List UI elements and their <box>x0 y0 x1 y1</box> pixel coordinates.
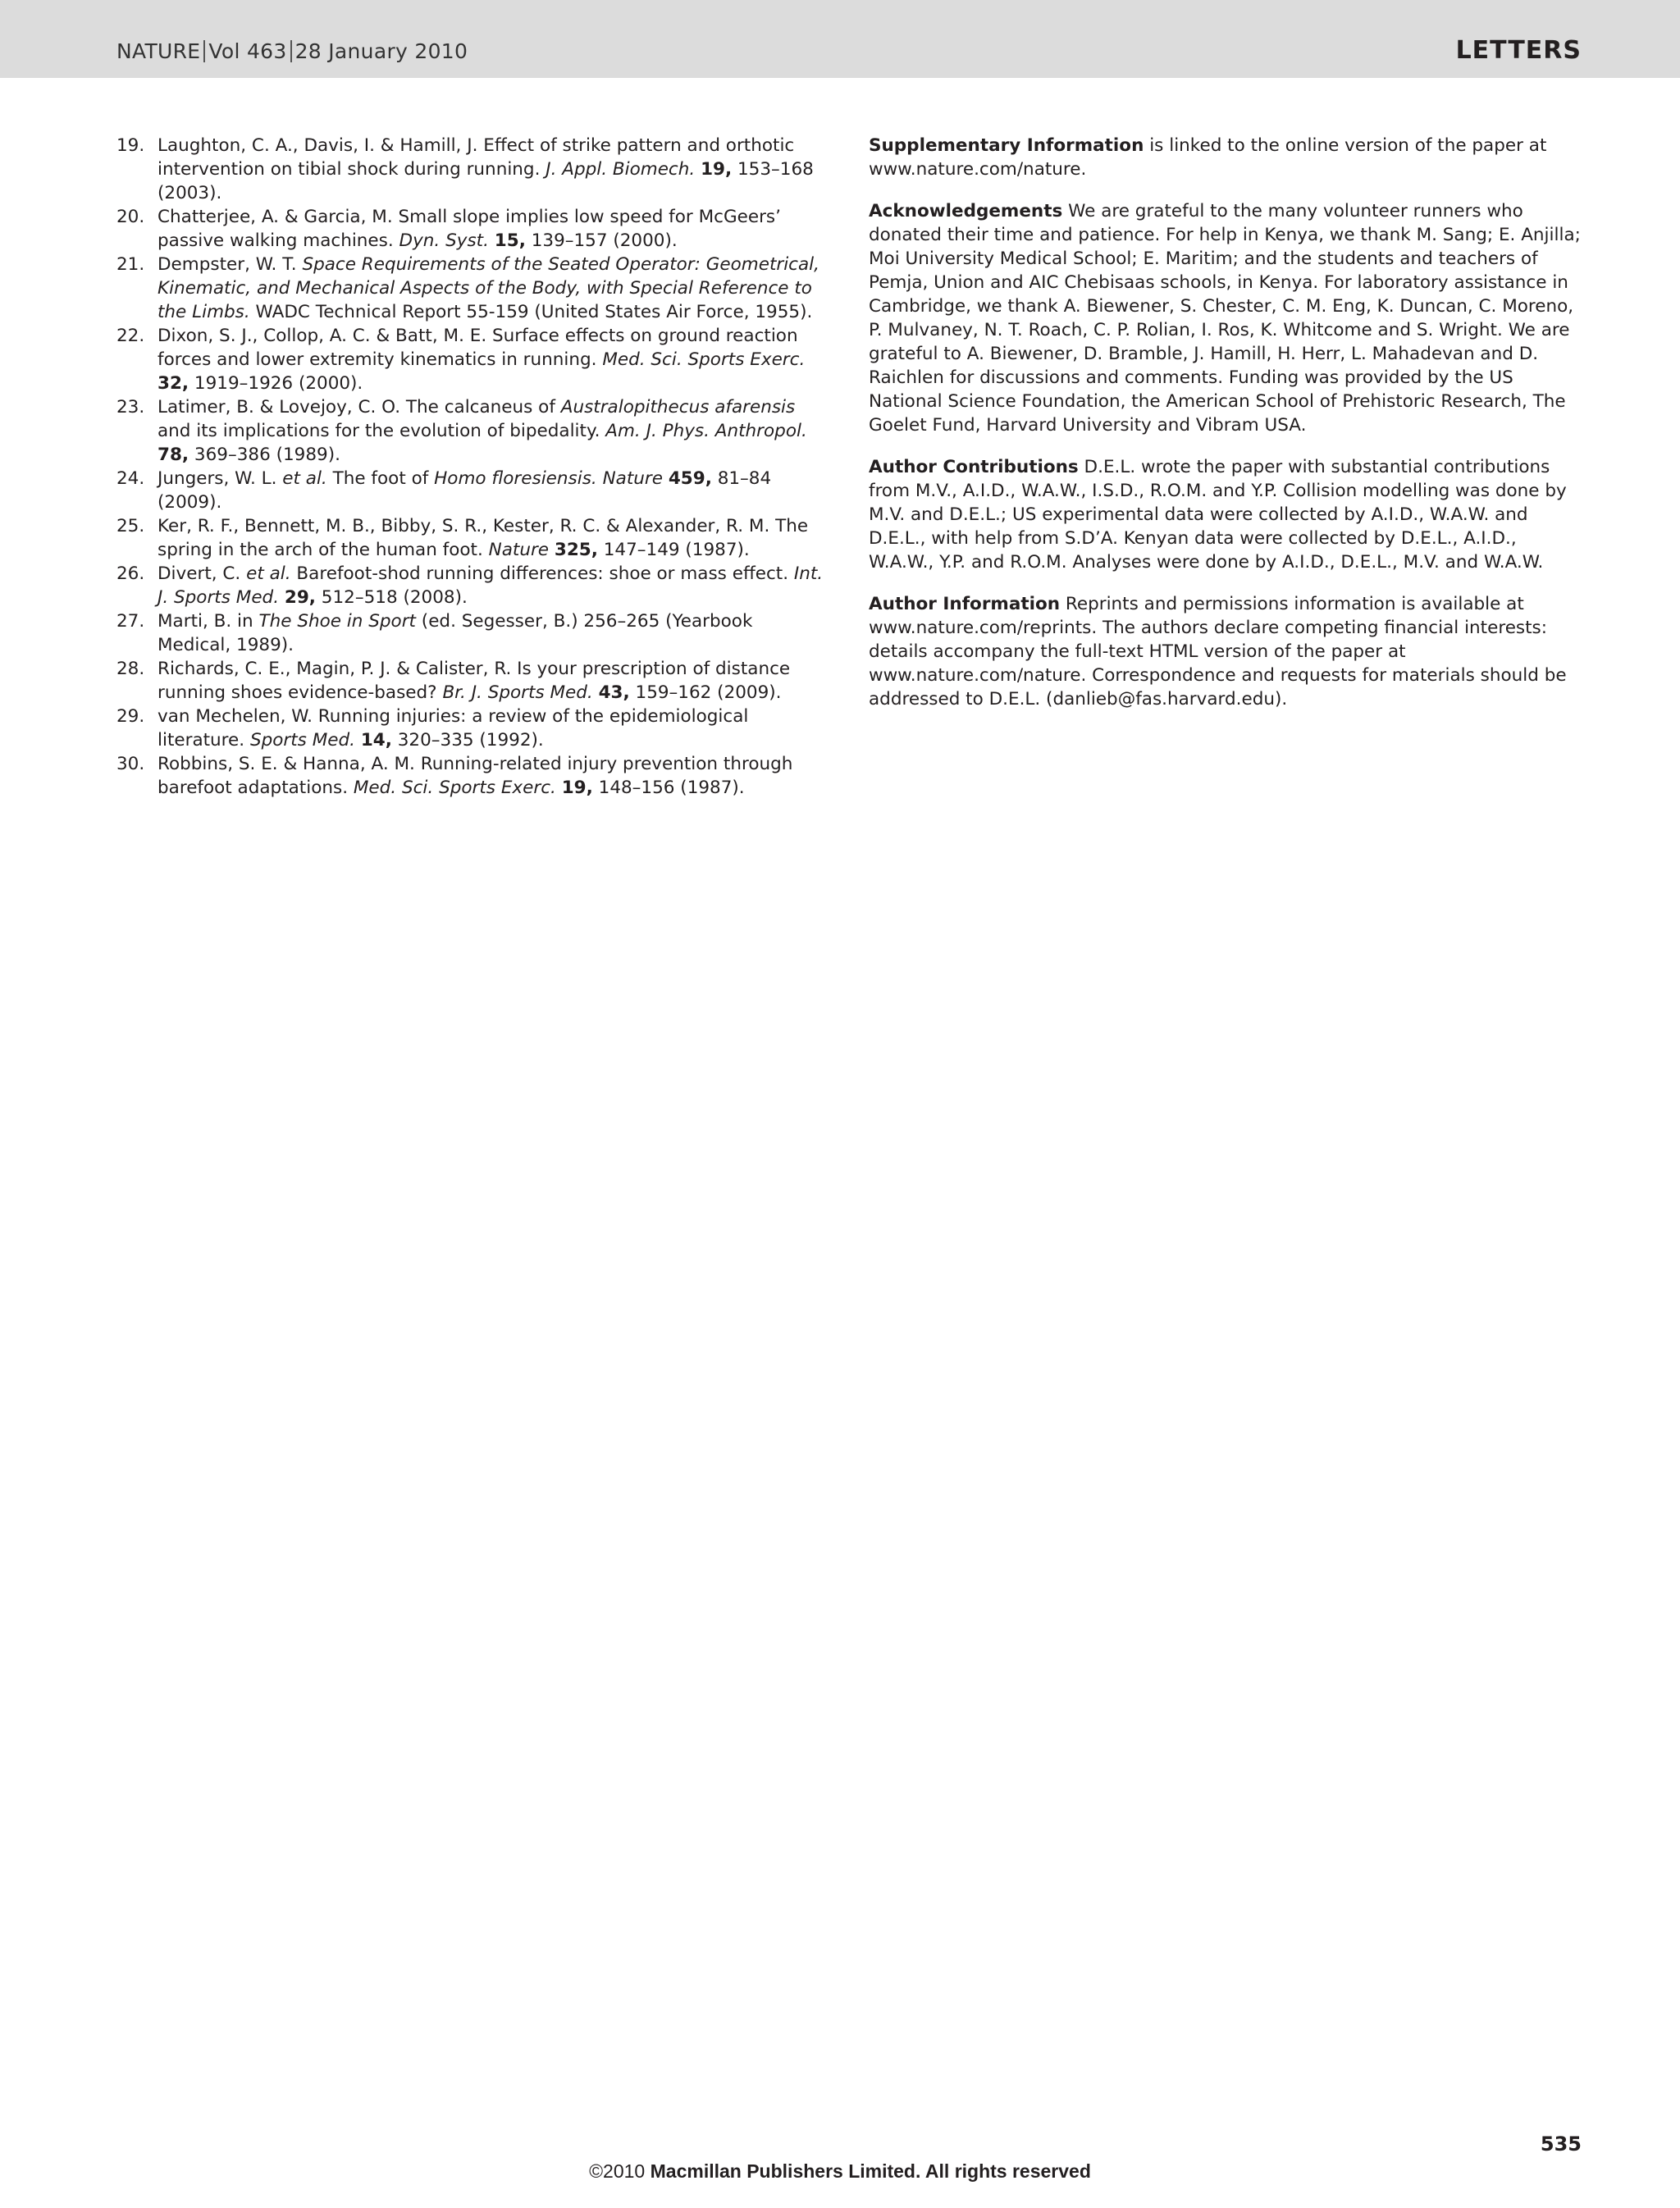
reference-number: 23. <box>116 397 145 417</box>
reference-fragment: et al. <box>246 563 291 584</box>
reference-fragment <box>556 778 562 798</box>
reference-fragment: 19, <box>561 778 593 798</box>
reference-fragment: Med. Sci. Sports Exerc. <box>602 349 806 370</box>
reference-fragment: 320–335 (1992). <box>391 730 544 750</box>
reference-fragment: 19, <box>701 159 733 180</box>
reference-item <box>116 562 830 609</box>
acknowledgements-heading: Acknowledgements <box>869 201 1063 221</box>
reference-number: 28. <box>116 659 145 679</box>
section-label: LETTERS <box>1455 36 1582 65</box>
reference-fragment: 153–168 (2003). <box>158 159 814 203</box>
reference-number: 22. <box>116 326 145 346</box>
reference-fragment: Richards, C. E., Magin, P. J. & Calister, R. Is your prescription of distance running shoes evidence-based? <box>158 659 791 703</box>
copyright-publisher: Macmillan Publishers Limited. All rights reserved <box>650 2160 1091 2182</box>
reference-number: 29. <box>116 706 145 727</box>
reference-text <box>158 205 830 253</box>
reference-fragment: 29, <box>284 587 316 608</box>
reference-item <box>116 134 830 205</box>
reference-fragment: Jungers, W. L. <box>158 468 283 489</box>
reference-text <box>158 705 830 752</box>
reference-item <box>116 205 830 253</box>
reference-fragment: Divert, C. <box>158 563 247 584</box>
reference-fragment <box>593 682 599 703</box>
reference-fragment: Barefoot-shod running differences: shoe or mass effect. <box>290 563 794 584</box>
separator <box>290 40 292 62</box>
reference-fragment: Laughton, C. A., Davis, I. & Hamill, J. Effect of strike pattern and orthotic intervention on tibial shock during running. <box>158 135 795 180</box>
page-header <box>0 0 1680 78</box>
author-contributions-heading: Author Contributions <box>869 457 1079 477</box>
separator <box>203 40 205 62</box>
reference-text <box>158 657 830 705</box>
reference-fragment: Nature <box>488 540 550 560</box>
reference-fragment: Chatterjee, A. & Garcia, M. Small slope implies low speed for McGeers’ passive walking machines. <box>158 207 781 251</box>
reference-fragment: 148–156 (1987). <box>592 778 745 798</box>
reference-fragment: 325, <box>554 540 598 560</box>
reference-fragment: (ed. Segesser, B.) 256–265 (Yearbook Medical, 1989). <box>158 611 753 655</box>
reference-fragment: Homo floresiensis. Nature <box>434 468 663 489</box>
reference-fragment: 459, <box>668 468 712 489</box>
reference-list <box>116 134 830 800</box>
reference-text <box>158 609 830 657</box>
reference-fragment: Space Requirements of the Seated Operator: Geometrical, Kinematic, and Mechanical Aspects of the Body, with Special Reference to the Limbs. <box>158 254 819 322</box>
reference-text <box>158 467 830 514</box>
reference-fragment: Sports Med. <box>249 730 355 750</box>
reference-fragment: Int. J. Sports Med. <box>158 563 824 608</box>
reference-number: 26. <box>116 563 145 584</box>
reference-fragment: Dyn. Syst. <box>399 230 489 251</box>
reference-fragment: WADC Technical Report 55-159 (United States Air Force, 1955). <box>249 302 813 322</box>
reference-item <box>116 657 830 705</box>
reference-fragment <box>355 730 361 750</box>
reference-fragment: 14, <box>360 730 392 750</box>
reference-fragment: Dixon, S. J., Collop, A. C. & Batt, M. E. Surface effects on ground reaction forces and lower extremity kinematics in running. <box>158 326 798 370</box>
reference-fragment <box>489 230 495 251</box>
copyright-symbol-year: ©2010 <box>589 2160 646 2182</box>
reference-text <box>158 253 830 324</box>
reference-text <box>158 752 830 800</box>
reference-fragment: The Shoe in Sport <box>258 611 416 632</box>
reference-fragment: Marti, B. in <box>158 611 259 632</box>
reference-fragment: 159–162 (2009). <box>629 682 782 703</box>
copyright-notice <box>0 2160 1680 2183</box>
reference-fragment: The foot of <box>326 468 435 489</box>
reference-item <box>116 705 830 752</box>
reference-number: 25. <box>116 516 145 536</box>
reference-fragment: 78, <box>158 445 189 465</box>
author-contributions-text: D.E.L. wrote the paper with substantial contributions from M.V., A.I.D., W.A.W., I.S.D., R.O.M. and Y.P. Collision modelling was done by M.V. and D.E.L.; US experimental data were collected by A.I.D., W.A.W. and D.E.L., with help from S.D’A. Kenyan data were collected by D.E.L., A.I.D., W.A.W., Y.P. and R.O.M. Analyses were done by A.I.D., D.E.L., M.V. and W.A.W. <box>869 457 1567 573</box>
reference-item <box>116 395 830 467</box>
reference-number: 19. <box>116 135 145 156</box>
reference-text <box>158 395 830 467</box>
reference-fragment: 15, <box>494 230 526 251</box>
reference-text <box>158 324 830 395</box>
reference-fragment: J. Appl. Biomech. <box>546 159 696 180</box>
reference-fragment: 32, <box>158 373 189 394</box>
reference-fragment: Latimer, B. & Lovejoy, C. O. The calcaneus of <box>158 397 561 417</box>
reference-fragment: 369–386 (1989). <box>189 445 340 465</box>
back-matter <box>869 134 1582 729</box>
reference-fragment <box>279 587 285 608</box>
reference-fragment: et al. <box>282 468 327 489</box>
reference-fragment <box>663 468 669 489</box>
reference-fragment: 139–157 (2000). <box>525 230 678 251</box>
reference-text <box>158 134 830 205</box>
reference-number: 30. <box>116 754 145 774</box>
reference-item <box>116 467 830 514</box>
reference-number: 24. <box>116 468 145 489</box>
acknowledgements-text: We are grateful to the many volunteer runners who donated their time and patience. For help in Kenya, we thank M. Sang; E. Anjilla; Moi University Medical School; E. Maritim; and the students and teachers of Pemja, Union and AIC Chebisaas schools, in Kenya. For laboratory assistance in Cambridge, we thank A. Biewener, S. Chester, C. M. Eng, K. Duncan, C. Moreno, P. Mulvaney, N. T. Roach, C. P. Rolian, I. Ros, K. Whitcome and S. Wright. We are grateful to A. Biewener, D. Bramble, J. Hamill, H. Herr, L. Mahadevan and D. Raichlen for discussions and comments. Funding was provided by the US National Science Foundation, the American School of Prehistoric Research, The Goelet Fund, Harvard University and Vibram USA. <box>869 201 1581 436</box>
journal-volume: Vol 463 <box>208 39 287 63</box>
reference-item <box>116 514 830 562</box>
reference-item <box>116 324 830 395</box>
author-information-text: Reprints and permissions information is available at www.nature.com/reprints. The authors declare competing financial interests: details accompany the full-text HTML version of the paper at www.nature.com/nature. Correspondence and requests for materials should be addressed to D.E.L. (danlieb@fas.harvard.edu). <box>869 594 1567 709</box>
reference-number: 21. <box>116 254 145 275</box>
reference-fragment: Med. Sci. Sports Exerc. <box>353 778 556 798</box>
reference-fragment: 43, <box>598 682 630 703</box>
reference-number: 20. <box>116 207 145 227</box>
reference-text <box>158 514 830 562</box>
author-information-heading: Author Information <box>869 594 1061 614</box>
author-information <box>869 592 1582 711</box>
reference-item <box>116 609 830 657</box>
reference-fragment: 81–84 (2009). <box>158 468 772 513</box>
journal-name: NATURE <box>116 39 201 63</box>
author-contributions <box>869 455 1582 574</box>
reference-fragment: Br. J. Sports Med. <box>442 682 593 703</box>
page-number: 535 <box>1540 2133 1582 2156</box>
reference-fragment: Am. J. Phys. Anthropol. <box>605 421 807 441</box>
reference-fragment: Ker, R. F., Bennett, M. B., Bibby, S. R., Kester, R. C. & Alexander, R. M. The spring in the arch of the human foot. <box>158 516 809 560</box>
supplementary-text: is linked to the online version of the paper at www.nature.com/nature. <box>869 135 1547 180</box>
reference-fragment: 1919–1926 (2000). <box>189 373 363 394</box>
reference-fragment: Australopithecus afarensis <box>560 397 796 417</box>
reference-fragment: 512–518 (2008). <box>315 587 468 608</box>
reference-number: 27. <box>116 611 145 632</box>
journal-date: 28 January 2010 <box>294 39 468 63</box>
reference-item <box>116 752 830 800</box>
reference-fragment: Robbins, S. E. & Hanna, A. M. Running-related injury prevention through barefoot adaptations. <box>158 754 793 798</box>
reference-fragment: Dempster, W. T. <box>158 254 303 275</box>
reference-item <box>116 253 830 324</box>
reference-fragment: 147–149 (1987). <box>597 540 750 560</box>
reference-text <box>158 562 830 609</box>
reference-fragment: and its implications for the evolution of bipedality. <box>158 421 606 441</box>
supplementary-heading: Supplementary Information <box>869 135 1144 156</box>
acknowledgements <box>869 199 1582 437</box>
supplementary-information <box>869 134 1582 181</box>
reference-fragment: van Mechelen, W. Running injuries: a review of the epidemiological literature. <box>158 706 749 750</box>
journal-citation <box>116 39 468 63</box>
reference-fragment <box>549 540 555 560</box>
